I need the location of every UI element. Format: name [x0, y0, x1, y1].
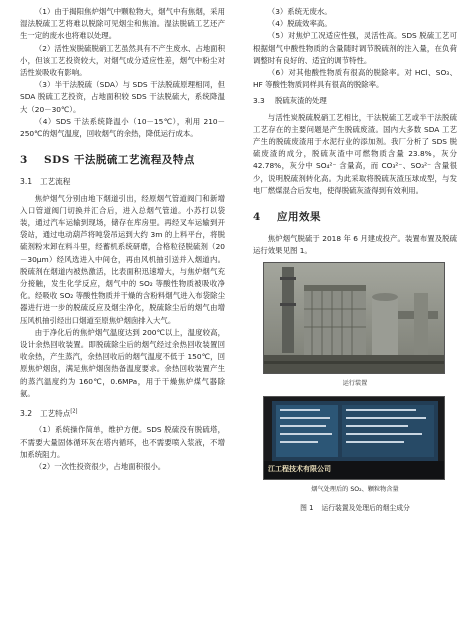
figure-caption-text: 运行装置及处理后的烟尘成分 [321, 504, 410, 513]
figure-caption [253, 502, 457, 514]
process-paragraph-1: 焦炉烟气分别由地下烟道引出，经原烟气管道阀门和新增入口管道阀门切换并汇合后，进入总烟气管道。小苏打以袋装，通过汽车运输到现场，储存在库房里。再经叉车运输到开袋站，通过电动葫芦将吨袋吊运到大约 3m 的上料平台，将脱硫剂粉末卸在料斗里，经蓄机系统研磨，合格粒径脱硫剂（20－30μm）经风选进入中间仓，再由风机抽引送并入烟道内。脱硫剂在烟道内被热激活，比表面积迅速增大，与焦炉烟气充分接触，发生化学反应，烟气中的 SO₂ 等酸性物质被吸收净化。经吸收 SO₂ 等酸性物质并干燥的含粉料烟气进入布袋除尘器进行进一步的脱硫反应及烟尘净化，脱硫除尘后的烟气由增压风机抽引经出口烟道至原焦炉烟囱排入大气。 [20, 193, 225, 325]
figure-subcaption-b: 烟气处理后的 SO₂、颗粒物含量 [311, 485, 399, 493]
section-3-2-title: 工艺特点 [40, 409, 71, 419]
section-3-3-number: 3.3 [253, 96, 265, 106]
left-column [20, 6, 225, 473]
feature-paragraph-1: （1）系统操作简单，维护方便。SDS 脱硫没有脱硫塔，不需要大量固体循环灰在塔内循环，也不需要喷入浆液，不增加系统阻力。 [20, 425, 225, 459]
figure-caption-label: 图 1 [300, 504, 314, 513]
right-column [253, 6, 457, 514]
plant-photo-graphic [264, 263, 445, 374]
section-3-1-heading [20, 176, 225, 188]
feature-paragraph-2: （2）一次性投资很少，占地面积很小。 [34, 461, 166, 471]
intro-paragraph-3: （3）半干法脱硫（SDA）与 SDS 干法脱硫原理相同，但 SDA 脱硫工艺投资，占地面积较 SDS 干法脱硫大，系统降温大（20－30℃）。 [20, 80, 225, 114]
section-3-number: 3 [20, 154, 28, 167]
intro-paragraph-4: （4）SDS 干法系统降温小（10－15℃），利用 210－250℃的烟气温度，回收烟气的余热，降低运行成本。 [20, 116, 225, 139]
figure-1 [253, 262, 457, 515]
process-paragraph-2: 由于净化后的焦炉烟气温度达到 200℃以上，温度较高，设计余热回收装置。即脱硫除尘后的烟气经过余热回收装置回收余热，产生蒸汽，余热回收后的烟气温度不低于 150℃，回原焦炉烟囱，满足焦炉烟囱热备温度要求。余热回收装置产生的蒸汽温度约为 160℃，0.6MPa，用于干燥焦炉煤气器除氨。 [20, 327, 225, 398]
monitor-caption-text: 江工程技术有限公司 [268, 464, 331, 473]
section-4-heading [253, 211, 457, 223]
section-4-title: 应用效果 [277, 211, 321, 224]
citation-ref: [2] [70, 408, 78, 415]
feature-paragraph-6: （6）对其他酸性物质有很高的脱除率。对 HCl、SO₃、HF 等酸性物质同样具有很高的脱除率。 [253, 68, 457, 90]
section-3-title: SDS 干法脱硫工艺流程及特点 [44, 154, 195, 167]
feature-paragraph-4: （4）脱硫效率高。 [267, 19, 332, 29]
plant-photo [263, 262, 445, 374]
effect-paragraph: 焦炉烟气脱硫于 2018 年 6 月建成投产。装置布置及脱硫运行效果见图 1。 [253, 234, 457, 256]
section-3-3-heading [253, 95, 457, 107]
section-3-heading [20, 154, 225, 166]
section-3-1-number: 3.1 [20, 177, 33, 187]
intro-paragraph-1: （1）由于揭阳焦炉烟气中颗粒物大，烟气中有焦烟，采用湿法脱硫工艺将难以脱除可见烟尘和焦油。湿法脱硫工艺还产生一定的废水也将难以处理。 [20, 7, 225, 41]
monitor-photo [263, 396, 445, 480]
section-3-2-number: 3.2 [20, 409, 33, 419]
section-4-number: 4 [253, 211, 261, 224]
ash-paragraph: 与活性炭脱硫脱硝工艺相比，干法脱硫工艺或半干法脱硫工艺存在的主要问题是产生脱硫废渣。国内大多数 SDA 工艺产生的脱硫废渣用于水泥行业的添加剂。我厂分析了 SDS 脱硫废渣的成分，脱硫灰渣中可燃物质含量 23.8%，灰分 42.78%，灰分中 SO₄²⁻ 含量高，而 CO₃²⁻、SO₃²⁻ 含量很少，说明脱硫剂转化高。为此采取将脱硫灰渣压球成型，与发电厂燃煤混合后发电，使得脱硫灰渣得到有效利用。 [253, 112, 457, 195]
feature-paragraph-5: （5）对焦炉工况适应性强，灵活性高。SDS 脱硫工艺可根据烟气中酸性物质的含量随时调节脱硫剂的注入量，在负荷调整时有良好的、适宜的调节特性。 [253, 31, 457, 65]
section-3-1-title: 工艺流程 [40, 177, 71, 187]
feature-paragraph-3: （3）系统无废水。 [267, 7, 332, 16]
intro-paragraph-2: （2）活性炭脱硫脱硝工艺虽然具有不产生废水、占地面积小，但该工艺投资较大，对烟气成分适应性差，烟气中粉尘对活性炭吸收有影响。 [20, 43, 225, 78]
section-3-2-heading [20, 408, 225, 420]
figure-subcaption-a: 运行装置 [342, 379, 368, 387]
section-3-3-title: 脱硫灰渣的处理 [275, 96, 327, 106]
